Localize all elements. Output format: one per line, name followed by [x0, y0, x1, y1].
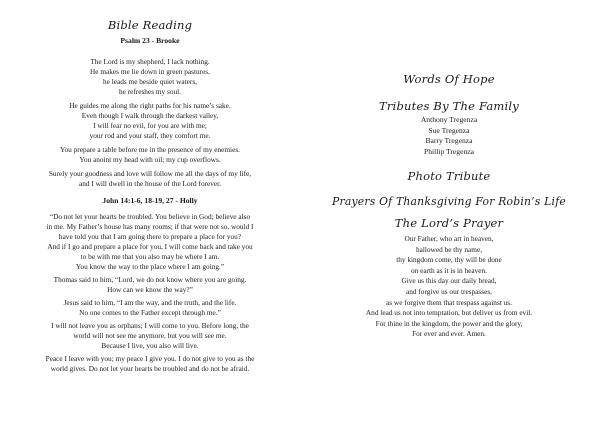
- text-line: in me. My Father’s house has many rooms; if that were not so, would I: [46, 222, 254, 231]
- text-line: I will fear no evil, for you are with me;: [93, 121, 207, 130]
- tribute-name: Anthony Tregenza: [420, 115, 478, 124]
- prayers-title: Prayers Of Thanksgiving For Robin’s Life: [332, 195, 566, 208]
- john-text: [16, 212, 284, 374]
- prayer-line: For ever and ever. Amen.: [412, 329, 486, 339]
- stanza: [16, 57, 284, 97]
- text-line: How can we know the way?”: [107, 285, 193, 294]
- text-line: Thomas said to him, “Lord, we do not know where you are going.: [53, 275, 247, 284]
- stanza: [16, 275, 284, 295]
- stanza: [16, 101, 284, 141]
- text-line: You prepare a table before me in the presence of my enemies.: [60, 145, 240, 154]
- psalm-heading: Psalm 23 - Brooke: [120, 36, 180, 45]
- text-line: have told you that I am going there to prepare a place for you?: [58, 232, 242, 241]
- text-line: he leads me beside quiet waters,: [102, 77, 197, 86]
- text-line: You know the way to the place where I am going.”: [75, 262, 225, 271]
- prayer-line: And lead us not into temptation, but deliver us from evil.: [365, 308, 533, 318]
- text-line: Peace I leave with you; my peace I give you. I do not give to you as the: [45, 354, 255, 363]
- text-line: world will not see me anymore, but you will see me.: [73, 331, 227, 340]
- prayer-line: For thine in the kingdom, the power and the glory,: [375, 318, 523, 328]
- text-line: He guides me along the right paths for his name’s sake.: [69, 101, 231, 110]
- text-line: The Lord is my shepherd, I lack nothing.: [90, 57, 210, 66]
- tribute-name: Barry Tregenza: [425, 136, 473, 145]
- stanza: [16, 145, 284, 165]
- john-heading: John 14:1-6, 18-19, 27 - Holly: [102, 196, 198, 205]
- lords-prayer-text: [314, 234, 584, 340]
- right-page: [300, 0, 600, 425]
- stanza: [16, 298, 284, 318]
- text-line: He makes me lie down in green pastures,: [90, 67, 210, 76]
- text-line: Even though I walk through the darkest valley,: [81, 111, 219, 120]
- stanza: [16, 169, 284, 189]
- psalm-text: [16, 57, 284, 189]
- stanza: [16, 212, 284, 272]
- prayer-line: as we forgive them that trespass against us.: [386, 297, 512, 307]
- stanza: [16, 321, 284, 351]
- tribute-name: Sue Tregenza: [428, 125, 470, 135]
- text-line: And if I go and prepare a place for you, I will come back and take you: [47, 242, 253, 251]
- bible-reading-title: Bible Reading: [107, 18, 193, 32]
- text-line: he refreshes my soul.: [118, 87, 181, 96]
- prayer-line: and forgive us our trespasses,: [406, 286, 492, 296]
- words-of-hope-title: Words Of Hope: [403, 72, 495, 86]
- text-line: Jesus said to him, “I am the way, and the truth, and the life.: [63, 298, 237, 307]
- text-line: I will not leave you as orphans; I will come to you. Before long, the: [51, 321, 249, 330]
- prayer-line: Our Father, who art in heaven,: [404, 234, 494, 243]
- tributes-title: Tributes By The Family: [379, 99, 519, 113]
- text-line: world gives. Do not let your hearts be troubled and do not be afraid.: [50, 364, 250, 373]
- text-line: and I will dwell in the house of the Lord forever.: [78, 179, 222, 188]
- text-line: You anoint my head with oil; my cup overflows.: [79, 155, 221, 164]
- text-line: Surely your goodness and love will follow me all the days of my life,: [48, 169, 252, 178]
- text-line: to be with me that you also may be where I am.: [80, 252, 220, 261]
- text-line: No one comes to the Father except through me.”: [79, 308, 221, 317]
- prayer-line: hallowed be thy name,: [415, 244, 483, 254]
- text-line: “Do not let your hearts be troubled. You believe in God; believe also: [49, 212, 251, 221]
- tribute-name: Phillip Tregenza: [424, 146, 474, 156]
- prayer-line: Give us this day our daily bread,: [401, 276, 497, 286]
- photo-tribute-title: Photo Tribute: [407, 169, 491, 183]
- tribute-names: [314, 115, 584, 157]
- lords-prayer-title: The Lord’s Prayer: [394, 216, 504, 230]
- prayer-line: on earth as it is in heaven.: [411, 265, 487, 275]
- stanza: [16, 354, 284, 374]
- prayer-line: thy kingdom come, thy will be done: [396, 255, 502, 265]
- text-line: Because I live, you also will live.: [101, 341, 199, 350]
- text-line: your rod and your staff, they comfort me.: [89, 131, 211, 140]
